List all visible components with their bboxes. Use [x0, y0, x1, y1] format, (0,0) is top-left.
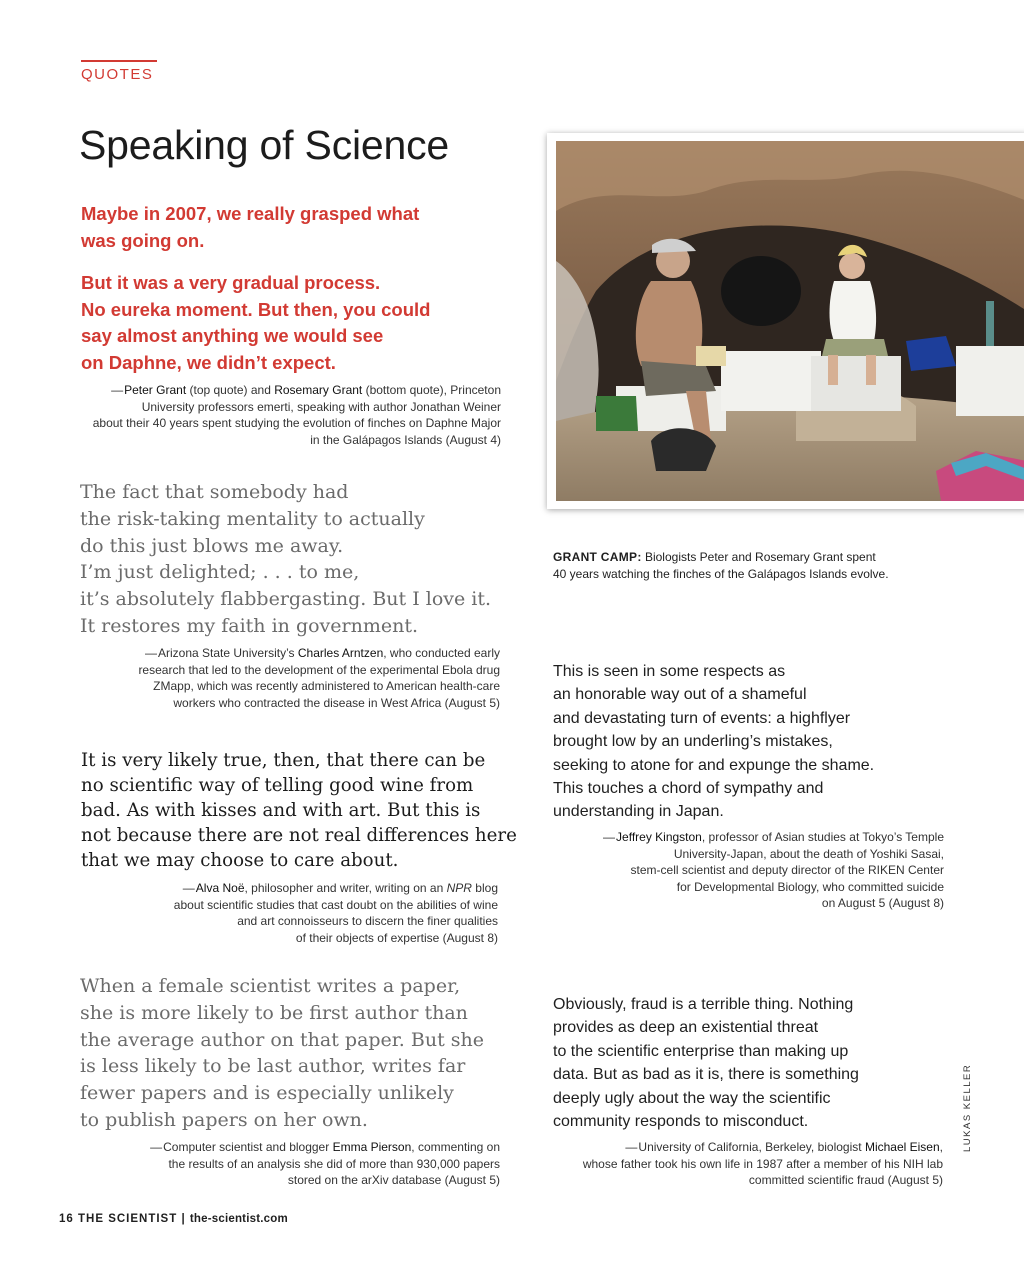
quote-line: No eureka moment. But then, you could — [81, 298, 431, 320]
attribution-line: for Developmental Biology, who committed suicide — [676, 879, 944, 894]
quote-line: It restores my faith in government. — [80, 614, 419, 637]
attribution-line: whose father took his own life in 1987 after a member of his NIH lab — [582, 1156, 943, 1171]
attribution-line: ZMapp, which was recently administered to American health-care — [153, 679, 500, 693]
page-title: Speaking of Science — [79, 122, 450, 168]
footer-separator: | — [181, 1213, 186, 1225]
attribution-line: committed scientific fraud (August 5) — [748, 1173, 943, 1187]
water-bottle — [986, 301, 994, 346]
publication-url: the-scientist.com — [189, 1213, 288, 1225]
attribution-line: —Computer scientist and blogger Emma Pierson, commenting on — [150, 1140, 500, 1154]
attribution-line: —Alva Noë, philosopher and writer, writing on an NPR blog — [182, 881, 498, 895]
publication-name: THE SCIENTIST — [78, 1213, 178, 1225]
quote-eisen — [553, 993, 859, 1133]
quote-line: This is seen in some respects as — [553, 663, 786, 680]
attribution-line: workers who contracted the disease in West Africa (August 5) — [173, 695, 500, 710]
attribution-line: —Arizona State University’s Charles Arntzen, who conducted early — [145, 646, 500, 660]
attribution-line: and art connoisseurs to discern the finer qualities — [237, 914, 498, 928]
caption-line: GRANT CAMP: Biologists Peter and Rosemary Grant spent — [553, 550, 876, 564]
attribution-noe — [174, 880, 498, 946]
quote-line: Maybe in 2007, we really grasped what — [81, 203, 420, 224]
photo-caption — [553, 549, 889, 583]
quote-line: she is more likely to be first author than — [80, 1001, 468, 1024]
quote-line: brought low by an underling’s mistakes, — [553, 733, 833, 751]
attribution-line: —Peter Grant (top quote) and Rosemary Grant (bottom quote), Princeton — [111, 383, 501, 397]
quote-kingston — [553, 660, 874, 824]
quote-line: that we may choose to care about. — [81, 850, 399, 871]
quote-grant-part2 — [81, 270, 511, 376]
attribution-line: about scientific studies that cast doubt on the abilities of wine — [173, 897, 498, 912]
woman-shirt — [830, 281, 877, 341]
man-shorts — [641, 361, 716, 396]
npr-label: NPR — [446, 881, 472, 895]
quote-line: seeking to atone for and expunge the shame. — [553, 756, 875, 774]
caption-line: 40 years watching the finches of the Galápagos Islands evolve. — [553, 567, 889, 581]
speaker-name: Charles Arntzen — [297, 646, 384, 660]
quote-line: it’s absolutely flabbergasting. But I love it. — [80, 588, 492, 611]
quote-noe — [81, 748, 517, 873]
speaker-name: Peter Grant — [124, 383, 187, 397]
cave-photo-illustration — [556, 141, 1024, 501]
quote-line: I’m just delighted; . . . to me, — [80, 561, 360, 584]
speaker-name: Rosemary Grant — [274, 383, 363, 397]
quote-line: to the scientific enterprise than making up — [553, 1042, 849, 1060]
quote-line: the risk-taking mentality to actually — [80, 507, 425, 530]
attribution-line: research that led to the development of the experimental Ebola drug — [138, 662, 500, 677]
page-footer — [59, 1213, 288, 1225]
quote-line: When a female scientist writes a paper, — [80, 975, 461, 997]
photo-credit: LUKAS KELLER — [962, 1063, 973, 1152]
quote-line: no scientific way of telling good wine from — [81, 775, 474, 796]
quote-line: community responds to misconduct. — [553, 1113, 809, 1131]
attribution-line: University professors emerti, speaking with author Jonathan Weiner — [141, 399, 501, 414]
green-container — [596, 396, 638, 431]
attribution-pierson — [150, 1139, 500, 1189]
woman-leg-left — [828, 355, 838, 385]
attribution-kingston — [603, 829, 944, 912]
attribution-line: —Jeffrey Kingston, professor of Asian studies at Tokyo’s Temple — [603, 830, 944, 844]
quote-line: bad. As with kisses and with art. But this is — [81, 800, 481, 821]
quote-line: fewer papers and is especially unlikely — [80, 1082, 454, 1105]
caption-lead: GRANT CAMP: — [553, 550, 642, 564]
quote-line: This touches a chord of sympathy and — [553, 780, 824, 798]
quote-line: the average author on that paper. But she — [80, 1028, 484, 1051]
attribution-eisen — [583, 1139, 943, 1189]
page-number: 16 — [59, 1213, 74, 1225]
attribution-arntzen — [138, 645, 500, 711]
quote-line: The fact that somebody had — [80, 481, 349, 503]
quote-line: provides as deep an existential threat — [553, 1019, 819, 1037]
attribution-line: about their 40 years spent studying the evolution of finches on Daphne Major — [92, 416, 501, 430]
attribution-line: University-Japan, about the death of Yoshiki Sasai, — [673, 846, 944, 861]
attribution-line: —University of California, Berkeley, biologist Michael Eisen, — [625, 1140, 943, 1154]
attribution-grant — [93, 382, 501, 448]
section-label: QUOTES — [81, 66, 154, 83]
notebook — [696, 346, 726, 366]
cooler-center — [721, 351, 821, 411]
attribution-line: the results of an analysis she did of more than 930,000 papers — [168, 1156, 500, 1171]
quote-line: understanding in Japan. — [553, 803, 724, 821]
quote-pierson — [80, 973, 484, 1134]
quote-line: was going on. — [81, 229, 205, 251]
cooler-far-right — [956, 346, 1024, 416]
quote-line: data. But as bad as it is, there is something — [553, 1066, 859, 1084]
quote-line: and devastating turn of events: a highflyer — [553, 709, 851, 727]
quote-line: is less likely to be last author, writes far — [80, 1055, 466, 1078]
speaker-name: Alva Noë — [195, 881, 245, 895]
quote-line: It is very likely true, then, that there can be — [81, 750, 486, 771]
woman-shorts — [822, 339, 888, 356]
header-rule — [81, 60, 157, 62]
quote-line: do this just blows me away. — [80, 534, 344, 557]
attribution-line: in the Galápagos Islands (August 4) — [310, 432, 501, 447]
quote-grant-part1 — [81, 201, 511, 254]
attribution-line: of their objects of expertise (August 8) — [295, 930, 498, 945]
cooler-right — [811, 356, 901, 411]
speaker-name: Emma Pierson — [332, 1140, 412, 1154]
quote-line: But it was a very gradual process. — [81, 272, 381, 293]
quote-line: not because there are not real differences here — [81, 825, 517, 846]
man-body — [636, 281, 703, 371]
speaker-name: Jeffrey Kingston — [616, 830, 702, 844]
woman-leg-right — [866, 355, 876, 385]
attribution-line: stored on the arXiv database (August 5) — [287, 1173, 500, 1187]
black-bag — [721, 256, 801, 326]
attribution-line: on August 5 (August 8) — [821, 896, 944, 910]
quote-line: to publish papers on her own. — [80, 1108, 368, 1131]
photo-grant-camp — [547, 133, 1024, 509]
speaker-name: Michael Eisen — [864, 1140, 940, 1154]
quote-line: say almost anything we would see — [81, 325, 384, 346]
woman-head — [839, 253, 865, 279]
quote-line: on Daphne, we didn’t expect. — [81, 351, 336, 373]
attribution-line: stem-cell scientist and deputy director of the RIKEN Center — [630, 863, 944, 877]
quote-line: deeply ugly about the way the scientific — [553, 1089, 831, 1107]
quote-line: Obviously, fraud is a terrible thing. Nothing — [553, 996, 854, 1013]
quote-line: an honorable way out of a shameful — [553, 686, 807, 704]
quote-arntzen — [80, 479, 491, 640]
